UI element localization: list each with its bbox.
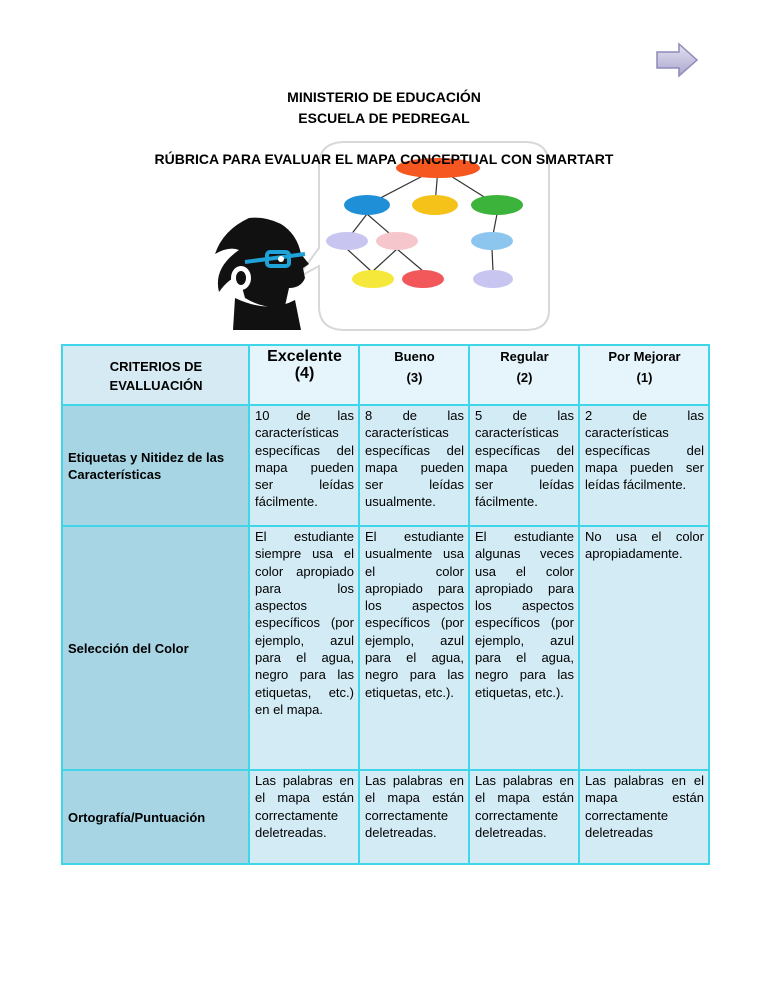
rubric-cell: El estudiante usualmente usa el color apropiado para los aspectos específicos (por ejemplo, azul para el agua, negro para las etiquetas, etc.). — [359, 526, 469, 770]
rubric-cell: Las palabras en el mapa están correctamente deletreadas. — [359, 770, 469, 864]
table-row — [62, 405, 709, 526]
level-score: (2) — [516, 370, 533, 386]
level-header — [579, 345, 709, 405]
criterion-cell: Selección del Color — [62, 526, 249, 770]
ministry-heading: MINISTERIO DE EDUCACIÓN — [287, 89, 481, 105]
criterion-cell: Ortografía/Puntuación — [62, 770, 249, 864]
rubric-cell: 2 de las características específicas del mapa pueden ser leídas fácilmente. — [579, 405, 709, 526]
rubric-cell: Las palabras en el mapa están correctamente deletreadas. — [469, 770, 579, 864]
level-name: Excelente — [267, 348, 342, 365]
rubric-cell: Las palabras en el mapa están correctamente deletreadas. — [249, 770, 359, 864]
rubric-cell: 10 de las características específicas del mapa pueden ser leídas fácilmente. — [249, 405, 359, 526]
rubric-cell: No usa el color apropiadamente. — [579, 526, 709, 770]
level-name: Por Mejorar — [608, 349, 681, 364]
next-arrow-icon[interactable] — [655, 42, 699, 78]
level-score: (3) — [406, 370, 423, 386]
criteria-header: CRITERIOS DE EVALLUACIÓN — [62, 345, 249, 405]
rubric-title: RÚBRICA PARA EVALUAR EL MAPA CONCEPTUAL CON SMARTART — [154, 151, 614, 167]
rubric-cell: Las palabras en el mapa están correctamente deletreadas — [579, 770, 709, 864]
level-header — [249, 345, 359, 405]
school-heading: ESCUELA DE PEDREGAL — [298, 110, 470, 126]
level-name: Bueno — [394, 349, 435, 364]
concept-map-illustration — [205, 138, 555, 338]
rubric-cell: 5 de las características específicas del mapa pueden ser leídas fácilmente. — [469, 405, 579, 526]
table-row — [62, 526, 709, 770]
table-header-row — [62, 345, 709, 405]
level-name: Regular — [500, 349, 549, 364]
level-score: (4) — [294, 365, 315, 383]
level-score: (1) — [636, 370, 653, 386]
table-row — [62, 770, 709, 864]
criterion-cell: Etiquetas y Nitidez de las Características — [62, 405, 249, 526]
rubric-table — [61, 344, 710, 865]
rubric-cell: 8 de las características específicas del mapa pueden ser leídas usualmente. — [359, 405, 469, 526]
rubric-cell: El estudiante siempre usa el color apropiado para los aspectos específicos (por ejemplo, azul para el agua, negro para las etiquetas, etc.) en el mapa. — [249, 526, 359, 770]
level-header — [359, 345, 469, 405]
level-header — [469, 345, 579, 405]
rubric-cell: El estudiante algunas veces usa el color apropiado para los aspectos específicos (por ejemplo, azul para el agua, negro para las etiquetas, etc.). — [469, 526, 579, 770]
